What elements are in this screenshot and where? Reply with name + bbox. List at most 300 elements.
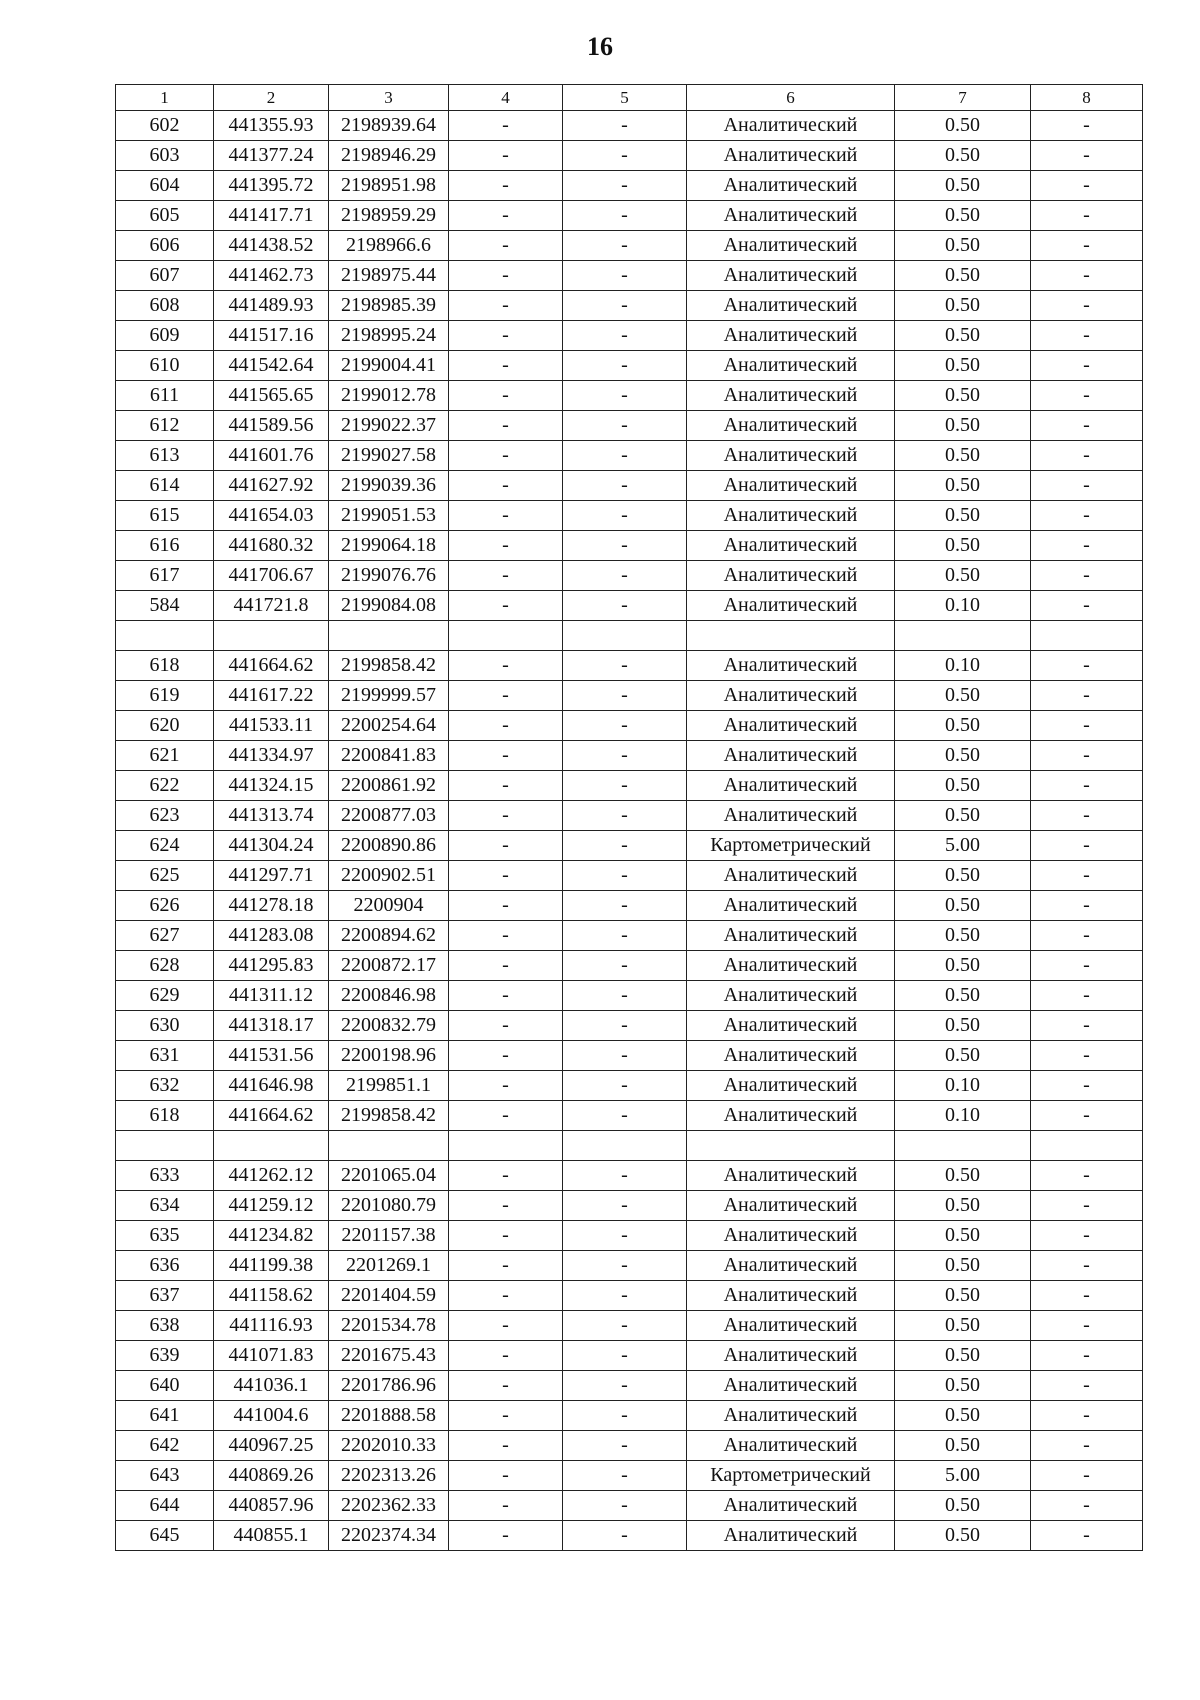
method-cell: Аналитический <box>687 1251 895 1281</box>
x-coordinate-cell: 441355.93 <box>214 111 329 141</box>
point-number-cell: 607 <box>116 261 214 291</box>
col-4-cell: - <box>449 1371 563 1401</box>
col-8-cell <box>1031 621 1143 651</box>
point-number-cell: 635 <box>116 1221 214 1251</box>
x-coordinate-cell: 441071.83 <box>214 1341 329 1371</box>
accuracy-cell: 0.50 <box>895 411 1031 441</box>
col-4-cell: - <box>449 291 563 321</box>
method-cell: Аналитический <box>687 111 895 141</box>
x-coordinate-cell: 441395.72 <box>214 171 329 201</box>
col-5-cell: - <box>563 1161 687 1191</box>
col-5-cell: - <box>563 1101 687 1131</box>
point-number-cell: 624 <box>116 831 214 861</box>
x-coordinate-cell: 440967.25 <box>214 1431 329 1461</box>
accuracy-cell: 0.10 <box>895 591 1031 621</box>
y-coordinate-cell: 2199022.37 <box>329 411 449 441</box>
table-row <box>116 801 1143 831</box>
table-row <box>116 711 1143 741</box>
y-coordinate-cell: 2200902.51 <box>329 861 449 891</box>
col-4-cell: - <box>449 561 563 591</box>
accuracy-cell: 0.50 <box>895 741 1031 771</box>
method-cell: Аналитический <box>687 651 895 681</box>
y-coordinate-cell: 2198946.29 <box>329 141 449 171</box>
col-4-cell: - <box>449 1221 563 1251</box>
point-number-cell: 633 <box>116 1161 214 1191</box>
accuracy-cell: 0.50 <box>895 1221 1031 1251</box>
x-coordinate-cell: 441295.83 <box>214 951 329 981</box>
x-coordinate-cell: 441417.71 <box>214 201 329 231</box>
col-8-cell: - <box>1031 771 1143 801</box>
col-5-cell: - <box>563 291 687 321</box>
accuracy-cell: 0.50 <box>895 1311 1031 1341</box>
method-cell: Аналитический <box>687 1371 895 1401</box>
table-row <box>116 831 1143 861</box>
point-number-cell: 602 <box>116 111 214 141</box>
col-5-cell: - <box>563 1401 687 1431</box>
col-5-cell: - <box>563 561 687 591</box>
col-8-cell: - <box>1031 1011 1143 1041</box>
point-number-cell: 642 <box>116 1431 214 1461</box>
col-8-cell: - <box>1031 741 1143 771</box>
table-row <box>116 411 1143 441</box>
col-8-cell: - <box>1031 1041 1143 1071</box>
y-coordinate-cell: 2199858.42 <box>329 1101 449 1131</box>
y-coordinate-cell: 2200890.86 <box>329 831 449 861</box>
col-4-cell <box>449 1131 563 1161</box>
method-cell: Аналитический <box>687 231 895 261</box>
accuracy-cell: 0.50 <box>895 381 1031 411</box>
col-4-cell: - <box>449 1161 563 1191</box>
method-cell: Аналитический <box>687 1071 895 1101</box>
y-coordinate-cell: 2199004.41 <box>329 351 449 381</box>
table-row <box>116 1101 1143 1131</box>
table-row <box>116 1371 1143 1401</box>
col-5-cell: - <box>563 1251 687 1281</box>
y-coordinate-cell: 2199051.53 <box>329 501 449 531</box>
col-8-cell: - <box>1031 981 1143 1011</box>
point-number-cell: 608 <box>116 291 214 321</box>
table-row <box>116 651 1143 681</box>
y-coordinate-cell: 2200254.64 <box>329 711 449 741</box>
col-4-cell: - <box>449 981 563 1011</box>
y-coordinate-cell: 2199076.76 <box>329 561 449 591</box>
col-4-cell: - <box>449 321 563 351</box>
col-4-cell: - <box>449 1071 563 1101</box>
x-coordinate-cell: 441324.15 <box>214 771 329 801</box>
col-5-cell: - <box>563 501 687 531</box>
col-5-cell: - <box>563 471 687 501</box>
coordinates-table <box>115 84 1143 1551</box>
accuracy-cell: 0.50 <box>895 861 1031 891</box>
point-number-cell: 603 <box>116 141 214 171</box>
col-5-cell: - <box>563 831 687 861</box>
method-cell: Аналитический <box>687 951 895 981</box>
point-number-cell: 604 <box>116 171 214 201</box>
col-8-cell: - <box>1031 1251 1143 1281</box>
column-header-7: 7 <box>895 85 1031 111</box>
y-coordinate-cell: 2201786.96 <box>329 1371 449 1401</box>
col-5-cell: - <box>563 741 687 771</box>
accuracy-cell: 0.50 <box>895 1341 1031 1371</box>
col-8-cell <box>1031 1131 1143 1161</box>
accuracy-cell: 0.50 <box>895 351 1031 381</box>
method-cell: Аналитический <box>687 441 895 471</box>
point-number-cell: 610 <box>116 351 214 381</box>
method-cell: Аналитический <box>687 741 895 771</box>
method-cell: Аналитический <box>687 141 895 171</box>
table-row <box>116 1401 1143 1431</box>
method-cell: Картометрический <box>687 1461 895 1491</box>
page-number: 16 <box>587 32 613 61</box>
table-row <box>116 441 1143 471</box>
col-4-cell: - <box>449 921 563 951</box>
table-spacer-row <box>116 621 1143 651</box>
method-cell: Аналитический <box>687 1011 895 1041</box>
point-number-cell: 618 <box>116 651 214 681</box>
x-coordinate-cell: 441318.17 <box>214 1011 329 1041</box>
point-number-cell <box>116 621 214 651</box>
accuracy-cell: 5.00 <box>895 1461 1031 1491</box>
table-row <box>116 921 1143 951</box>
col-5-cell: - <box>563 921 687 951</box>
col-5-cell: - <box>563 1011 687 1041</box>
point-number-cell: 621 <box>116 741 214 771</box>
col-4-cell: - <box>449 1041 563 1071</box>
col-8-cell: - <box>1031 1521 1143 1551</box>
method-cell: Аналитический <box>687 291 895 321</box>
point-number-cell: 618 <box>116 1101 214 1131</box>
x-coordinate-cell: 441262.12 <box>214 1161 329 1191</box>
method-cell: Аналитический <box>687 351 895 381</box>
point-number-cell: 614 <box>116 471 214 501</box>
accuracy-cell: 0.10 <box>895 1071 1031 1101</box>
point-number-cell: 638 <box>116 1311 214 1341</box>
col-4-cell: - <box>449 1251 563 1281</box>
accuracy-cell: 0.50 <box>895 981 1031 1011</box>
table-row <box>116 141 1143 171</box>
table-row <box>116 231 1143 261</box>
method-cell: Картометрический <box>687 831 895 861</box>
y-coordinate-cell: 2200198.96 <box>329 1041 449 1071</box>
point-number-cell: 645 <box>116 1521 214 1551</box>
col-4-cell <box>449 621 563 651</box>
accuracy-cell: 0.10 <box>895 651 1031 681</box>
table-row <box>116 351 1143 381</box>
point-number-cell: 639 <box>116 1341 214 1371</box>
point-number-cell: 584 <box>116 591 214 621</box>
column-header-6: 6 <box>687 85 895 111</box>
method-cell: Аналитический <box>687 1401 895 1431</box>
y-coordinate-cell <box>329 621 449 651</box>
accuracy-cell: 0.50 <box>895 261 1031 291</box>
x-coordinate-cell: 441116.93 <box>214 1311 329 1341</box>
x-coordinate-cell <box>214 1131 329 1161</box>
x-coordinate-cell: 441721.8 <box>214 591 329 621</box>
col-4-cell: - <box>449 411 563 441</box>
col-8-cell: - <box>1031 321 1143 351</box>
accuracy-cell: 0.50 <box>895 1191 1031 1221</box>
col-5-cell: - <box>563 1371 687 1401</box>
table-row <box>116 171 1143 201</box>
accuracy-cell: 0.50 <box>895 471 1031 501</box>
x-coordinate-cell: 441706.67 <box>214 561 329 591</box>
x-coordinate-cell: 441462.73 <box>214 261 329 291</box>
x-coordinate-cell: 441283.08 <box>214 921 329 951</box>
x-coordinate-cell: 441601.76 <box>214 441 329 471</box>
accuracy-cell: 0.50 <box>895 1041 1031 1071</box>
col-5-cell <box>563 621 687 651</box>
col-4-cell: - <box>449 141 563 171</box>
point-number-cell: 641 <box>116 1401 214 1431</box>
col-8-cell: - <box>1031 171 1143 201</box>
table-row <box>116 861 1143 891</box>
table-row <box>116 771 1143 801</box>
point-number-cell: 631 <box>116 1041 214 1071</box>
col-4-cell: - <box>449 471 563 501</box>
col-8-cell: - <box>1031 921 1143 951</box>
y-coordinate-cell: 2199012.78 <box>329 381 449 411</box>
method-cell: Аналитический <box>687 531 895 561</box>
table-row <box>116 501 1143 531</box>
table-row <box>116 1431 1143 1461</box>
accuracy-cell: 0.50 <box>895 951 1031 981</box>
y-coordinate-cell: 2200832.79 <box>329 1011 449 1041</box>
point-number-cell: 627 <box>116 921 214 951</box>
y-coordinate-cell: 2201675.43 <box>329 1341 449 1371</box>
table-spacer-row <box>116 1131 1143 1161</box>
accuracy-cell: 0.50 <box>895 1371 1031 1401</box>
x-coordinate-cell: 441036.1 <box>214 1371 329 1401</box>
col-4-cell: - <box>449 801 563 831</box>
col-8-cell: - <box>1031 1101 1143 1131</box>
x-coordinate-cell: 441664.62 <box>214 1101 329 1131</box>
col-5-cell: - <box>563 111 687 141</box>
x-coordinate-cell: 441004.6 <box>214 1401 329 1431</box>
col-8-cell: - <box>1031 441 1143 471</box>
col-5-cell: - <box>563 1311 687 1341</box>
point-number-cell: 606 <box>116 231 214 261</box>
col-8-cell: - <box>1031 531 1143 561</box>
method-cell: Аналитический <box>687 1191 895 1221</box>
col-5-cell: - <box>563 1191 687 1221</box>
col-4-cell: - <box>449 351 563 381</box>
col-5-cell: - <box>563 531 687 561</box>
accuracy-cell: 0.50 <box>895 1521 1031 1551</box>
column-header-1: 1 <box>116 85 214 111</box>
col-4-cell: - <box>449 171 563 201</box>
col-8-cell: - <box>1031 381 1143 411</box>
point-number-cell: 617 <box>116 561 214 591</box>
y-coordinate-cell: 2199039.36 <box>329 471 449 501</box>
column-header-8: 8 <box>1031 85 1143 111</box>
col-4-cell: - <box>449 771 563 801</box>
table-row <box>116 1011 1143 1041</box>
accuracy-cell: 5.00 <box>895 831 1031 861</box>
col-5-cell: - <box>563 1491 687 1521</box>
table-row <box>116 471 1143 501</box>
col-8-cell: - <box>1031 261 1143 291</box>
accuracy-cell: 0.50 <box>895 501 1031 531</box>
table-row <box>116 261 1143 291</box>
col-8-cell: - <box>1031 711 1143 741</box>
column-header-2: 2 <box>214 85 329 111</box>
x-coordinate-cell: 441517.16 <box>214 321 329 351</box>
col-8-cell: - <box>1031 201 1143 231</box>
col-8-cell: - <box>1031 291 1143 321</box>
col-5-cell: - <box>563 351 687 381</box>
y-coordinate-cell: 2200841.83 <box>329 741 449 771</box>
col-5-cell: - <box>563 171 687 201</box>
accuracy-cell: 0.50 <box>895 321 1031 351</box>
col-5-cell: - <box>563 1281 687 1311</box>
col-8-cell: - <box>1031 411 1143 441</box>
table-row <box>116 1281 1143 1311</box>
y-coordinate-cell: 2199851.1 <box>329 1071 449 1101</box>
col-5-cell: - <box>563 1431 687 1461</box>
col-5-cell: - <box>563 591 687 621</box>
point-number-cell: 626 <box>116 891 214 921</box>
col-4-cell: - <box>449 741 563 771</box>
col-4-cell: - <box>449 441 563 471</box>
table-header-row <box>116 85 1143 111</box>
point-number-cell: 636 <box>116 1251 214 1281</box>
table-row <box>116 1521 1143 1551</box>
x-coordinate-cell: 441297.71 <box>214 861 329 891</box>
accuracy-cell: 0.50 <box>895 1431 1031 1461</box>
col-5-cell: - <box>563 861 687 891</box>
col-4-cell: - <box>449 591 563 621</box>
accuracy-cell: 0.50 <box>895 561 1031 591</box>
col-5-cell: - <box>563 261 687 291</box>
col-8-cell: - <box>1031 591 1143 621</box>
col-8-cell: - <box>1031 891 1143 921</box>
table-row <box>116 201 1143 231</box>
method-cell: Аналитический <box>687 321 895 351</box>
point-number-cell: 643 <box>116 1461 214 1491</box>
accuracy-cell: 0.50 <box>895 231 1031 261</box>
col-8-cell: - <box>1031 1431 1143 1461</box>
y-coordinate-cell: 2201157.38 <box>329 1221 449 1251</box>
point-number-cell: 613 <box>116 441 214 471</box>
point-number-cell: 644 <box>116 1491 214 1521</box>
column-header-3: 3 <box>329 85 449 111</box>
point-number-cell: 615 <box>116 501 214 531</box>
method-cell: Аналитический <box>687 1041 895 1071</box>
x-coordinate-cell: 441627.92 <box>214 471 329 501</box>
point-number-cell: 630 <box>116 1011 214 1041</box>
y-coordinate-cell: 2198975.44 <box>329 261 449 291</box>
method-cell: Аналитический <box>687 801 895 831</box>
accuracy-cell: 0.50 <box>895 1161 1031 1191</box>
col-4-cell: - <box>449 1311 563 1341</box>
col-8-cell: - <box>1031 1491 1143 1521</box>
method-cell: Аналитический <box>687 261 895 291</box>
x-coordinate-cell: 441664.62 <box>214 651 329 681</box>
method-cell: Аналитический <box>687 201 895 231</box>
accuracy-cell: 0.50 <box>895 801 1031 831</box>
accuracy-cell: 0.50 <box>895 171 1031 201</box>
col-5-cell: - <box>563 951 687 981</box>
col-4-cell: - <box>449 501 563 531</box>
x-coordinate-cell: 440869.26 <box>214 1461 329 1491</box>
accuracy-cell: 0.50 <box>895 291 1031 321</box>
y-coordinate-cell: 2198951.98 <box>329 171 449 201</box>
x-coordinate-cell: 441565.65 <box>214 381 329 411</box>
y-coordinate-cell: 2199027.58 <box>329 441 449 471</box>
y-coordinate-cell: 2201888.58 <box>329 1401 449 1431</box>
col-8-cell: - <box>1031 1161 1143 1191</box>
y-coordinate-cell: 2199858.42 <box>329 651 449 681</box>
col-8-cell: - <box>1031 1311 1143 1341</box>
accuracy-cell: 0.50 <box>895 711 1031 741</box>
col-5-cell: - <box>563 1041 687 1071</box>
accuracy-cell: 0.50 <box>895 921 1031 951</box>
col-5-cell: - <box>563 1221 687 1251</box>
method-cell: Аналитический <box>687 891 895 921</box>
accuracy-cell <box>895 621 1031 651</box>
col-8-cell: - <box>1031 111 1143 141</box>
method-cell <box>687 1131 895 1161</box>
table-row <box>116 561 1143 591</box>
x-coordinate-cell: 441646.98 <box>214 1071 329 1101</box>
col-8-cell: - <box>1031 1401 1143 1431</box>
col-4-cell: - <box>449 1281 563 1311</box>
point-number-cell: 605 <box>116 201 214 231</box>
point-number-cell: 611 <box>116 381 214 411</box>
point-number-cell: 619 <box>116 681 214 711</box>
y-coordinate-cell: 2198966.6 <box>329 231 449 261</box>
method-cell <box>687 621 895 651</box>
table-row <box>116 381 1143 411</box>
col-8-cell: - <box>1031 351 1143 381</box>
accuracy-cell: 0.50 <box>895 111 1031 141</box>
point-number-cell: 620 <box>116 711 214 741</box>
accuracy-cell: 0.50 <box>895 201 1031 231</box>
x-coordinate-cell: 441489.93 <box>214 291 329 321</box>
col-8-cell: - <box>1031 1071 1143 1101</box>
col-5-cell: - <box>563 891 687 921</box>
y-coordinate-cell <box>329 1131 449 1161</box>
method-cell: Аналитический <box>687 681 895 711</box>
table-row <box>116 1251 1143 1281</box>
col-8-cell: - <box>1031 651 1143 681</box>
method-cell: Аналитический <box>687 501 895 531</box>
table-row <box>116 321 1143 351</box>
point-number-cell: 634 <box>116 1191 214 1221</box>
table-row <box>116 891 1143 921</box>
col-8-cell: - <box>1031 831 1143 861</box>
x-coordinate-cell: 440855.1 <box>214 1521 329 1551</box>
table-row <box>116 1491 1143 1521</box>
point-number-cell: 623 <box>116 801 214 831</box>
x-coordinate-cell: 441589.56 <box>214 411 329 441</box>
method-cell: Аналитический <box>687 1521 895 1551</box>
y-coordinate-cell: 2198995.24 <box>329 321 449 351</box>
method-cell: Аналитический <box>687 1491 895 1521</box>
x-coordinate-cell: 441278.18 <box>214 891 329 921</box>
y-coordinate-cell: 2200872.17 <box>329 951 449 981</box>
y-coordinate-cell: 2199064.18 <box>329 531 449 561</box>
method-cell: Аналитический <box>687 861 895 891</box>
table-row <box>116 981 1143 1011</box>
x-coordinate-cell: 441259.12 <box>214 1191 329 1221</box>
col-5-cell: - <box>563 981 687 1011</box>
method-cell: Аналитический <box>687 771 895 801</box>
point-number-cell: 640 <box>116 1371 214 1401</box>
y-coordinate-cell: 2201404.59 <box>329 1281 449 1311</box>
col-5-cell: - <box>563 321 687 351</box>
col-4-cell: - <box>449 711 563 741</box>
